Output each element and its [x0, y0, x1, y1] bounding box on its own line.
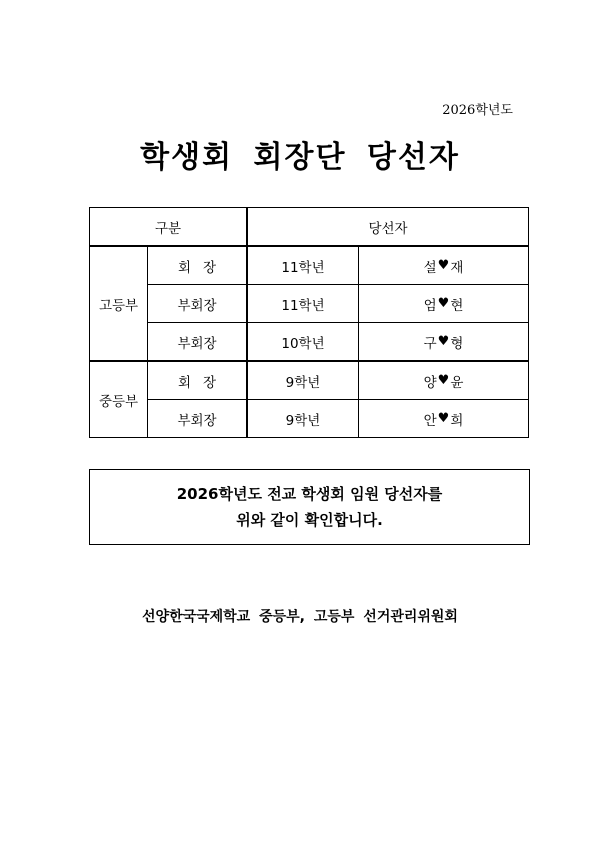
grade-cell: 10학년	[247, 323, 359, 362]
confirmation-notice	[89, 469, 530, 545]
position-cell: 부회장	[148, 323, 248, 362]
division-cell: 중등부	[90, 361, 148, 438]
candidate-name	[424, 294, 464, 314]
name-first: 구	[423, 335, 437, 352]
table-row	[90, 246, 529, 285]
heart-icon: ♥	[437, 373, 450, 388]
table-row	[90, 361, 529, 400]
name-cell	[359, 246, 529, 285]
name-first: 설	[423, 259, 437, 276]
name-cell	[359, 361, 529, 400]
position-cell: 회장	[148, 246, 248, 285]
grade-cell: 9학년	[247, 361, 359, 400]
position-cell: 회장	[148, 361, 248, 400]
grade-cell: 11학년	[247, 285, 359, 323]
header-division: 구분	[90, 208, 248, 247]
candidate-name	[424, 371, 464, 391]
heart-icon: ♥	[437, 296, 450, 311]
name-last: 윤	[450, 374, 464, 391]
name-first: 안	[423, 412, 437, 429]
table-row	[90, 285, 529, 323]
division-cell: 고등부	[90, 246, 148, 361]
grade-cell: 11학년	[247, 246, 359, 285]
name-last: 형	[450, 335, 464, 352]
name-cell	[359, 323, 529, 362]
header-elected: 당선자	[247, 208, 529, 247]
heart-icon: ♥	[437, 411, 450, 426]
name-last: 현	[450, 297, 464, 314]
document-title: 학생회 회장단 당선자	[140, 140, 460, 175]
table-header-row	[90, 208, 529, 247]
heart-icon: ♥	[437, 334, 450, 349]
name-cell	[359, 285, 529, 323]
notice-line-2: 위와 같이 확인합니다.	[236, 511, 383, 529]
name-first: 양	[423, 374, 437, 391]
notice-line-1: 2026학년도 전교 학생회 임원 당선자를	[176, 485, 443, 503]
name-last: 재	[450, 259, 464, 276]
year-label: 2026학년도	[442, 103, 513, 118]
heart-icon: ♥	[437, 258, 450, 273]
table-row	[90, 400, 529, 438]
candidate-name	[424, 409, 464, 429]
position-cell: 부회장	[148, 400, 248, 438]
election-results-table	[89, 207, 529, 438]
table-row	[90, 323, 529, 362]
committee-signature: 선양한국국제학교 중등부, 고등부 선거관리위원회	[142, 609, 458, 625]
name-cell	[359, 400, 529, 438]
position-cell: 부회장	[148, 285, 248, 323]
name-first: 엄	[423, 297, 437, 314]
grade-cell: 9학년	[247, 400, 359, 438]
name-last: 희	[450, 412, 464, 429]
candidate-name	[424, 332, 464, 352]
candidate-name	[424, 256, 464, 276]
